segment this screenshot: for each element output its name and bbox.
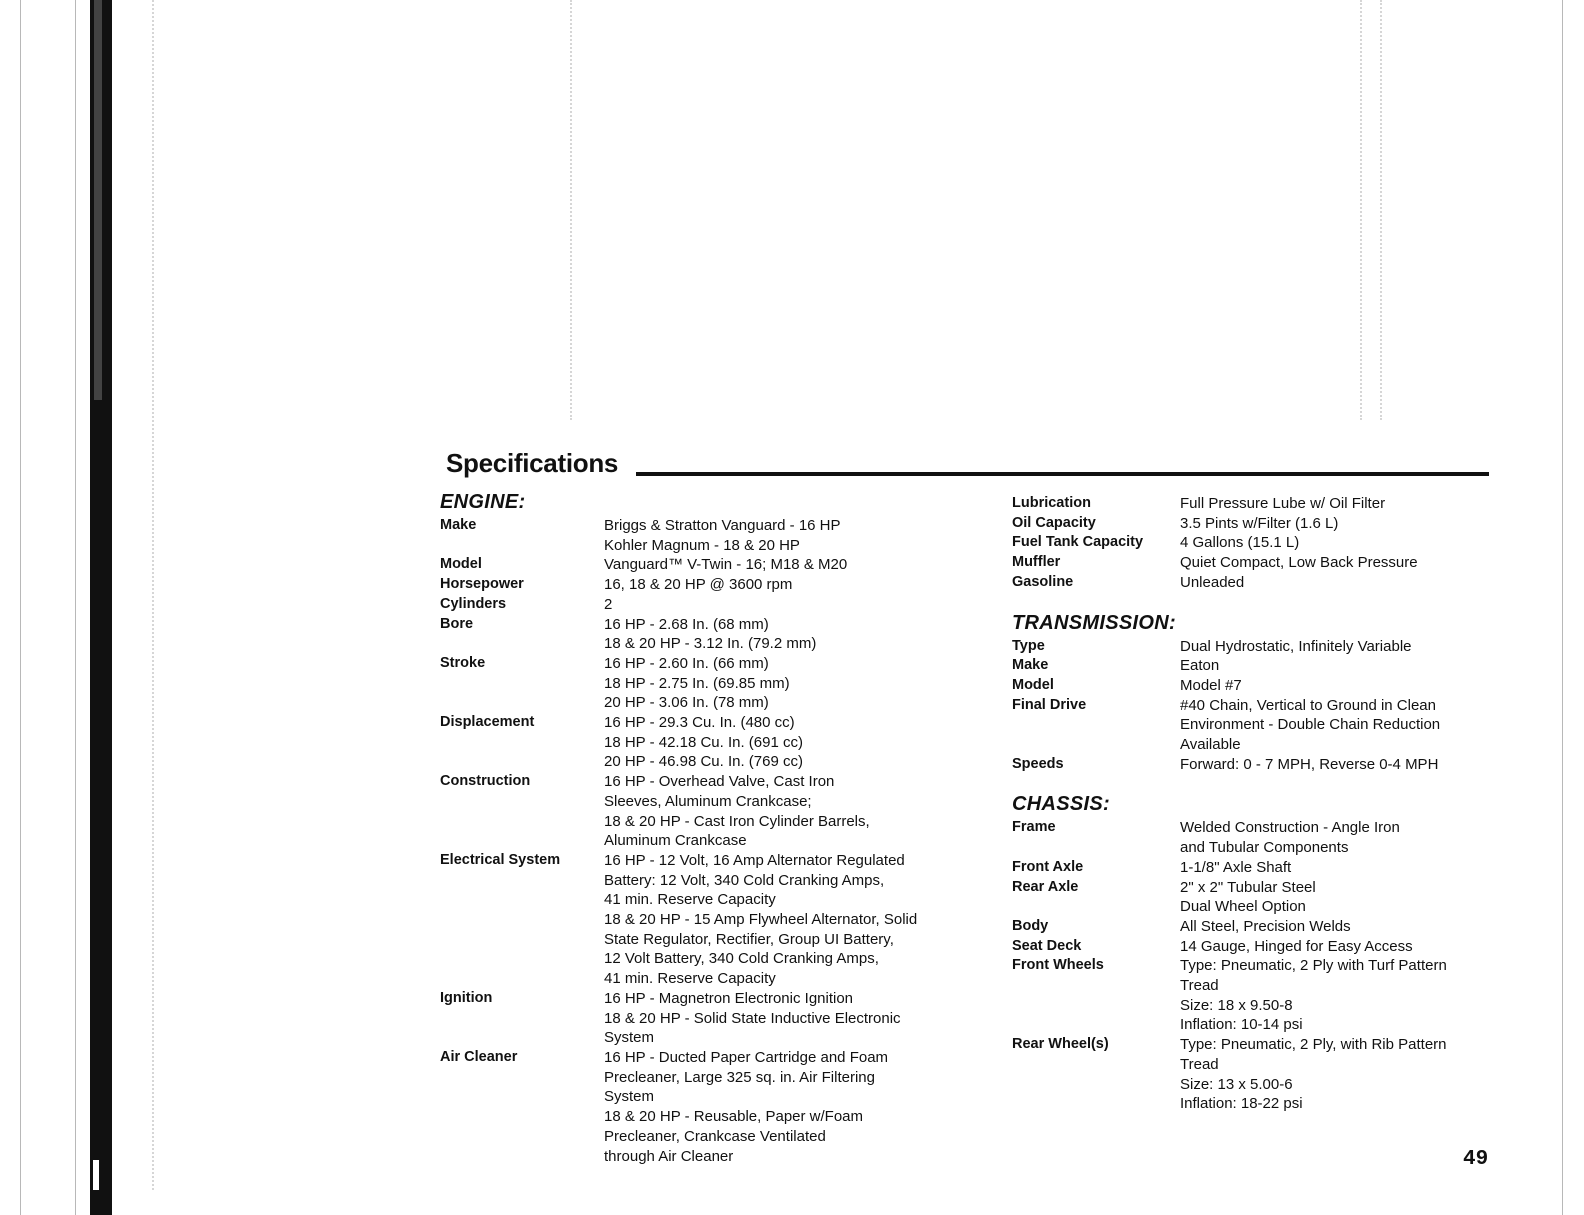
spec-label: Make <box>1012 657 1049 674</box>
spec-value-line: 2 <box>604 595 613 613</box>
spec-row <box>1012 755 1502 775</box>
scan-speckle <box>1360 0 1362 420</box>
spec-value-line: 18 & 20 HP - 15 Amp Flywheel Alternator, Solid <box>604 911 918 929</box>
spec-value-line: 16, 18 & 20 HP @ 3600 rpm <box>604 576 793 594</box>
spec-row <box>1012 878 1502 917</box>
spec-value-line: Battery: 12 Volt, 340 Cold Cranking Amps, <box>604 871 885 889</box>
spec-row <box>1012 533 1502 553</box>
scan-speckle <box>1380 0 1382 420</box>
spec-values <box>1180 818 1502 857</box>
spec-row <box>440 772 980 851</box>
spec-value-line: 16 HP - 2.60 In. (66 mm) <box>604 654 769 672</box>
spec-value-line: Tread <box>1180 977 1219 995</box>
spec-value-line: Precleaner, Crankcase Ventilated <box>604 1127 826 1145</box>
spec-label: Horsepower <box>440 576 524 593</box>
engine-heading: ENGINE: <box>440 491 526 513</box>
spec-value-line: 16 HP - 29.3 Cu. In. (480 cc) <box>604 714 795 732</box>
spec-value-line: Quiet Compact, Low Back Pressure <box>1180 554 1418 572</box>
spec-value-line: 18 & 20 HP - 3.12 In. (79.2 mm) <box>604 635 817 653</box>
title-row <box>446 448 1490 482</box>
spec-value-line: Dual Wheel Option <box>1180 898 1306 916</box>
spec-row <box>1012 573 1502 593</box>
binding-gap <box>93 1160 99 1190</box>
spec-value-line: and Tubular Components <box>1180 839 1349 857</box>
spec-value-line: Forward: 0 - 7 MPH, Reverse 0-4 MPH <box>1180 755 1439 773</box>
spec-value-line: Size: 13 x 5.00-6 <box>1180 1075 1293 1093</box>
spec-value-line: All Steel, Precision Welds <box>1180 917 1351 935</box>
spec-values <box>1180 917 1502 937</box>
spec-label: Final Drive <box>1012 696 1087 713</box>
chassis-heading: CHASSIS: <box>1012 793 1110 816</box>
spec-row <box>1012 676 1502 696</box>
spec-label: Bore <box>440 615 474 632</box>
spec-value-line: Size: 18 x 9.50-8 <box>1180 996 1293 1014</box>
spec-values <box>1180 696 1502 755</box>
page-number: 49 <box>1463 1148 1489 1171</box>
spec-label: Front Wheels <box>1012 957 1104 974</box>
spec-value-line: 16 HP - Ducted Paper Cartridge and Foam <box>604 1048 889 1066</box>
spec-row <box>440 713 980 772</box>
spec-value-line: through Air Cleaner <box>604 1147 734 1165</box>
spec-values <box>1180 937 1502 957</box>
spec-values <box>1180 1035 1502 1114</box>
spec-value-line: 41 min. Reserve Capacity <box>604 891 776 909</box>
spec-values <box>604 713 980 772</box>
spec-label: Frame <box>1012 819 1056 836</box>
spec-value-line: Dual Hydrostatic, Infinitely Variable <box>1180 637 1412 655</box>
spec-label: Ignition <box>440 989 493 1006</box>
spec-values <box>604 595 980 615</box>
spec-value-line: Unleaded <box>1180 573 1245 591</box>
spec-values <box>604 1048 980 1166</box>
spec-label: Rear Wheel(s) <box>1012 1036 1109 1053</box>
spec-values <box>1180 494 1502 514</box>
spec-values <box>1180 553 1502 573</box>
spec-label: Oil Capacity <box>1012 514 1096 531</box>
spacer <box>1012 593 1502 609</box>
spec-label: Seat Deck <box>1012 937 1082 954</box>
spec-row <box>1012 1035 1502 1114</box>
spec-row <box>1012 956 1502 1035</box>
spec-value-line: 20 HP - 46.98 Cu. In. (769 cc) <box>604 753 803 771</box>
scan-speckle <box>570 0 572 420</box>
spec-label: Air Cleaner <box>440 1048 518 1065</box>
spec-label: Construction <box>440 773 531 790</box>
spec-row <box>440 615 980 654</box>
spec-row <box>1012 696 1502 755</box>
spec-value-line: 18 & 20 HP - Reusable, Paper w/Foam <box>604 1108 864 1126</box>
spec-values <box>1180 878 1502 917</box>
spec-values <box>1180 533 1502 553</box>
spec-value-line: 20 HP - 3.06 In. (78 mm) <box>604 694 769 712</box>
spec-row <box>440 654 980 713</box>
spec-value-line: 18 HP - 42.18 Cu. In. (691 cc) <box>604 733 803 751</box>
spec-row <box>440 851 980 989</box>
spec-value-line: Inflation: 10-14 psi <box>1180 1016 1303 1034</box>
spec-value-line: Briggs & Stratton Vanguard - 16 HP <box>604 517 841 534</box>
spec-label: Stroke <box>440 654 486 671</box>
spec-row <box>1012 818 1502 857</box>
spec-row <box>440 555 980 575</box>
spec-label: Model <box>1012 676 1054 693</box>
spec-label: Fuel Tank Capacity <box>1012 534 1144 551</box>
spec-value-line: 12 Volt Battery, 340 Cold Cranking Amps, <box>604 950 879 968</box>
spec-value-line: 2" x 2" Tubular Steel <box>1180 878 1316 896</box>
engine-extra-spec-list <box>1012 494 1502 593</box>
spec-value-line: Type: Pneumatic, 2 Ply with Turf Pattern <box>1180 957 1447 975</box>
spec-value-line: 41 min. Reserve Capacity <box>604 970 776 988</box>
spec-values <box>1180 676 1502 696</box>
spec-value-line: 16 HP - Magnetron Electronic Ignition <box>604 989 854 1007</box>
spec-value-line: Full Pressure Lube w/ Oil Filter <box>1180 495 1386 512</box>
spec-value-line: 16 HP - Overhead Valve, Cast Iron <box>604 773 835 791</box>
binding-shadow <box>90 0 112 1215</box>
spec-value-line: Aluminum Crankcase <box>604 832 747 850</box>
spec-value-line: 4 Gallons (15.1 L) <box>1180 534 1300 552</box>
spec-row <box>1012 637 1502 657</box>
spec-value-line: 18 & 20 HP - Solid State Inductive Electronic <box>604 1009 901 1027</box>
spec-row <box>1012 656 1502 676</box>
engine-spec-list <box>440 516 980 1166</box>
spec-value-line: Vanguard™ V-Twin - 16; M18 & M20 <box>604 556 848 574</box>
spec-row <box>440 575 980 595</box>
spec-value-line: 14 Gauge, Hinged for Easy Access <box>1180 937 1413 955</box>
spec-value-line: System <box>604 1088 655 1106</box>
spec-values <box>1180 573 1502 593</box>
scan-speckle <box>152 0 154 1190</box>
spec-label: Electrical System <box>440 851 561 868</box>
spec-values <box>1180 755 1502 775</box>
spec-value-line: 3.5 Pints w/Filter (1.6 L) <box>1180 514 1339 532</box>
spec-row <box>1012 937 1502 957</box>
spec-value-line: 18 HP - 2.75 In. (69.85 mm) <box>604 674 790 692</box>
binding-highlight <box>94 0 102 400</box>
spec-label: Displacement <box>440 714 535 731</box>
spec-label: Lubrication <box>1012 495 1091 511</box>
spec-label: Rear Axle <box>1012 878 1079 895</box>
spec-label: Gasoline <box>1012 573 1074 590</box>
transmission-heading: TRANSMISSION: <box>1012 611 1176 634</box>
page-title: Specifications <box>446 448 619 478</box>
spec-values <box>1180 514 1502 534</box>
spec-value-line: 1-1/8" Axle Shaft <box>1180 858 1292 876</box>
spec-values <box>604 516 980 555</box>
spec-value-line: Available <box>1180 736 1241 754</box>
spec-label: Speeds <box>1012 755 1064 772</box>
spec-values <box>604 989 980 1048</box>
spec-row <box>440 595 980 615</box>
spec-value-line: Sleeves, Aluminum Crankcase; <box>604 792 812 810</box>
page-edge-line <box>75 0 76 1215</box>
spec-values <box>604 555 980 575</box>
spec-value-line: 18 & 20 HP - Cast Iron Cylinder Barrels, <box>604 812 870 830</box>
spec-label: Body <box>1012 917 1049 934</box>
spec-label: Type <box>1012 637 1045 654</box>
spacer <box>1012 774 1502 790</box>
spec-label: Muffler <box>1012 554 1061 571</box>
spec-values <box>1180 637 1502 657</box>
spec-row <box>1012 494 1502 514</box>
spec-value-line: State Regulator, Rectifier, Group UI Battery, <box>604 930 894 948</box>
spec-row <box>1012 917 1502 937</box>
spec-values <box>1180 858 1502 878</box>
spec-values <box>604 772 980 851</box>
spec-values <box>604 654 980 713</box>
spec-label: Front Axle <box>1012 858 1084 875</box>
spec-value-line: System <box>604 1029 655 1047</box>
spec-value-line: #40 Chain, Vertical to Ground in Clean <box>1180 696 1436 714</box>
spec-row <box>1012 553 1502 573</box>
spec-value-line: Inflation: 18-22 psi <box>1180 1095 1303 1113</box>
spec-row <box>1012 858 1502 878</box>
spec-value-line: Precleaner, Large 325 sq. in. Air Filtering <box>604 1068 875 1086</box>
transmission-spec-list <box>1012 637 1502 775</box>
spec-value-line: Type: Pneumatic, 2 Ply, with Rib Pattern <box>1180 1036 1447 1054</box>
title-rule <box>636 472 1489 476</box>
spec-label: Make <box>440 517 477 533</box>
chassis-spec-list <box>1012 818 1502 1114</box>
spec-label: Model <box>440 556 482 573</box>
spec-value-line: Model #7 <box>1180 676 1242 694</box>
spec-value-line: Environment - Double Chain Reduction <box>1180 716 1441 734</box>
spec-value-line: Welded Construction - Angle Iron <box>1180 819 1400 837</box>
spec-row <box>440 989 980 1048</box>
page-edge-line <box>1562 0 1563 1215</box>
spec-values <box>604 575 980 595</box>
right-column <box>1012 494 1502 1114</box>
page-edge-line <box>20 0 21 1215</box>
engine-column <box>440 488 980 1166</box>
spec-row <box>440 1048 980 1166</box>
spec-values <box>1180 956 1502 1035</box>
spec-label: Cylinders <box>440 595 507 612</box>
spec-row <box>1012 514 1502 534</box>
spec-value-line: Tread <box>1180 1055 1219 1073</box>
spec-value-line: 16 HP - 2.68 In. (68 mm) <box>604 615 769 633</box>
spec-value-line: Eaton <box>1180 657 1220 675</box>
spec-value-line: 16 HP - 12 Volt, 16 Amp Alternator Regulated <box>604 851 905 869</box>
spec-values <box>604 615 980 654</box>
spec-values <box>1180 656 1502 676</box>
spec-row <box>440 516 980 555</box>
spec-value-line: Kohler Magnum - 18 & 20 HP <box>604 536 800 554</box>
spec-values <box>604 851 980 989</box>
